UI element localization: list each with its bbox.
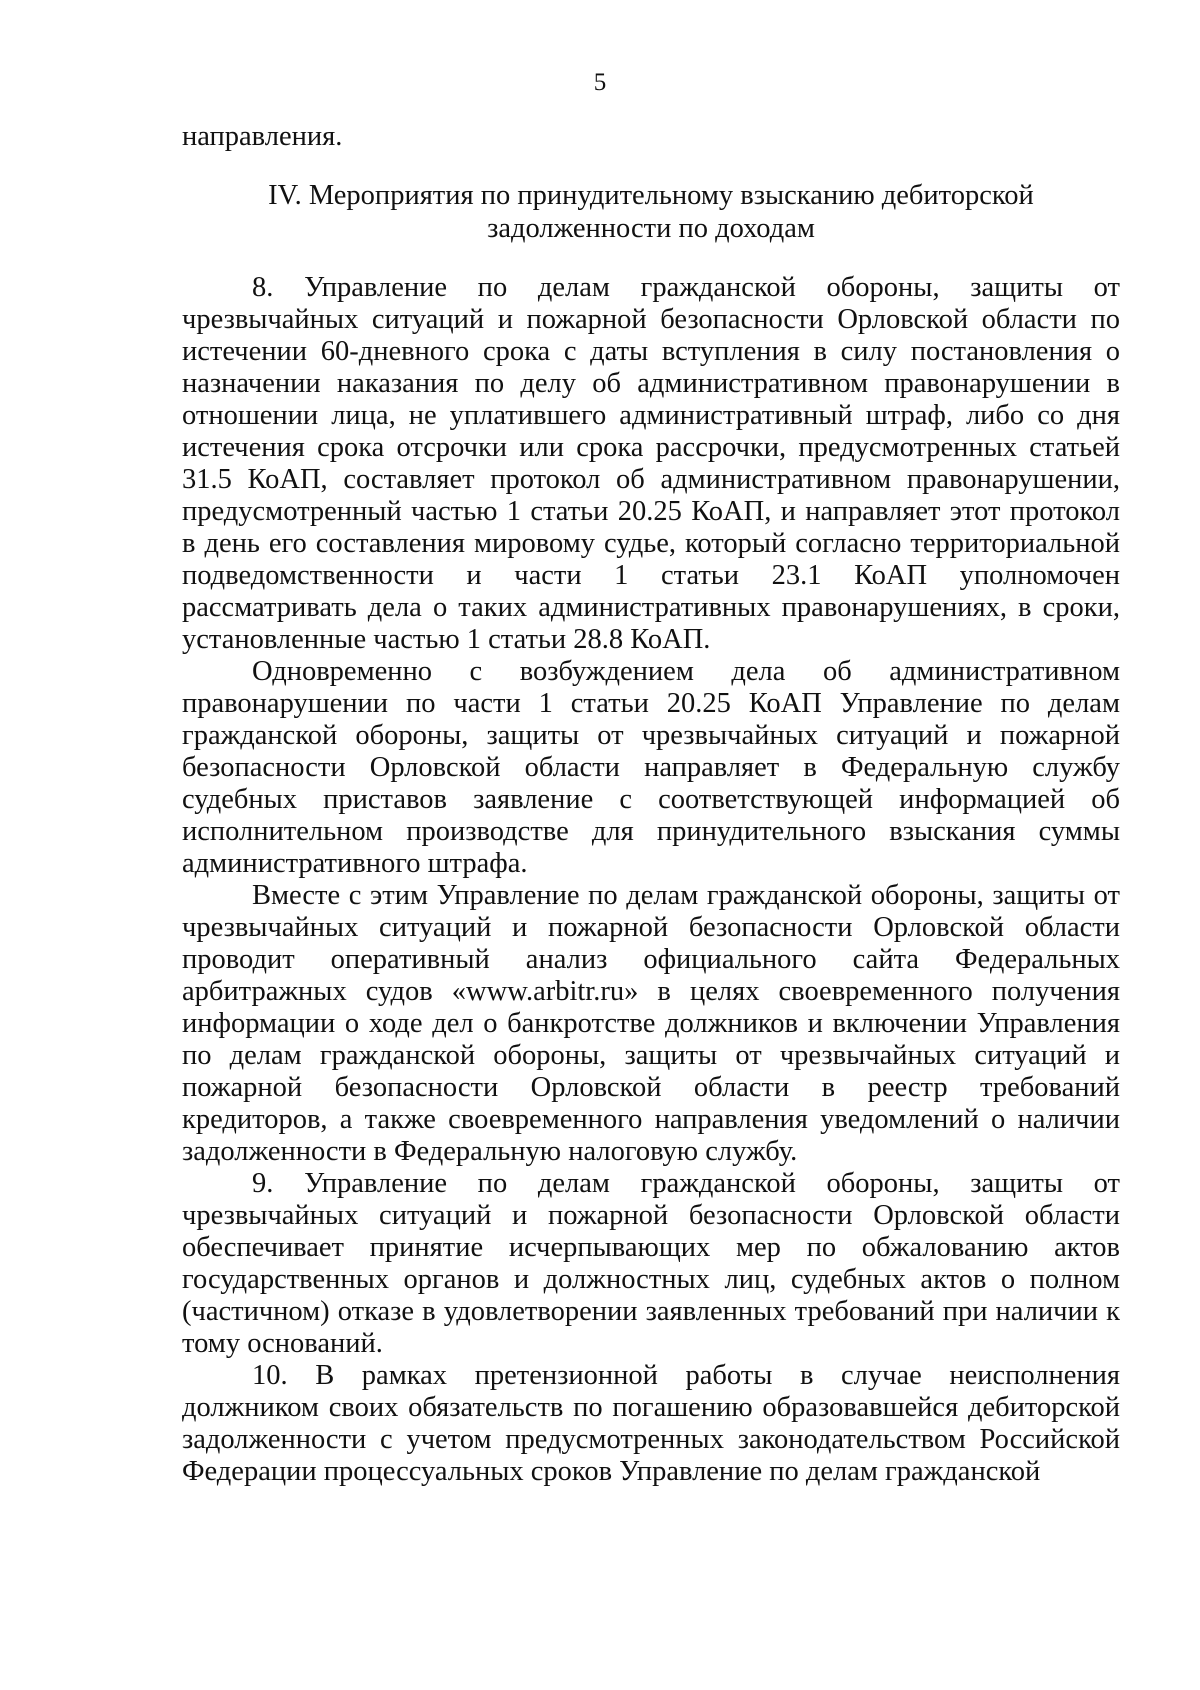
page-number: 5 xyxy=(593,69,607,96)
paragraph-8-simultaneous: Одновременно с возбуждением дела об административном правонарушении по части 1 статьи 20.25 КоАП Управление по делам гражданской обороны, защиты от чрезвычайных ситуаций и пожарной безопасности Орловской области направляет в Федеральную службу судебных приставов заявление с соответствующей информацией об исполнительном производстве для принудительного взыскания суммы административного штрафа. xyxy=(182,656,1120,879)
document-body xyxy=(182,121,1120,1488)
paragraph-9: 9. Управление по делам гражданской обороны, защиты от чрезвычайных ситуаций и пожарной безопасности Орловской области обеспечивает принятие исчерпывающих мер по обжалованию актов государственных органов и должностных лиц, судебных актов о полном (частичном) отказе в удовлетворении заявленных требований при наличии к тому оснований. xyxy=(182,1168,1120,1359)
paragraph-10: 10. В рамках претензионной работы в случае неисполнения должником своих обязательств по погашению образовавшейся дебиторской задолженности с учетом предусмотренных законодательством Российской Федерации процессуальных сроков Управление по делам гражданской xyxy=(182,1360,1120,1487)
section-heading-line-2: задолженности по доходам xyxy=(487,213,815,244)
section-heading xyxy=(182,179,1120,245)
paragraph-8: 8. Управление по делам гражданской обороны, защиты от чрезвычайных ситуаций и пожарной безопасности Орловской области по истечении 60-дневного срока с даты вступления в силу постановления о назначении наказания по делу об административном правонарушении в отношении лица, не уплатившего административный штраф, либо со дня истечения срока отсрочки или срока рассрочки, предусмотренных статьей 31.5 КоАП, составляет протокол об административном правонарушении, предусмотренный частью 1 статьи 20.25 КоАП, и направляет этот протокол в день его составления мировому судье, который согласно территориальной подведомственности и части 1 статьи 23.1 КоАП уполномочен рассматривать дела о таких административных правонарушениях, в сроки, установленные частью 1 статьи 28.8 КоАП. xyxy=(182,272,1120,655)
paragraph-8-monitoring: Вместе с этим Управление по делам гражданской обороны, защиты от чрезвычайных ситуаций и пожарной безопасности Орловской области проводит оперативный анализ официального сайта Федеральных арбитражных судов «www.arbitr.ru» в целях своевременного получения информации о ходе дел о банкротстве должников и включении Управления по делам гражданской обороны, защиты от чрезвычайных ситуаций и пожарной безопасности Орловской области в реестр требований кредиторов, а также своевременного направления уведомлений о наличии задолженности в Федеральную налоговую службу. xyxy=(182,880,1120,1167)
continuation-text: направления. xyxy=(182,121,343,152)
section-heading-line-1: IV. Мероприятия по принудительному взысканию дебиторской xyxy=(268,180,1034,211)
